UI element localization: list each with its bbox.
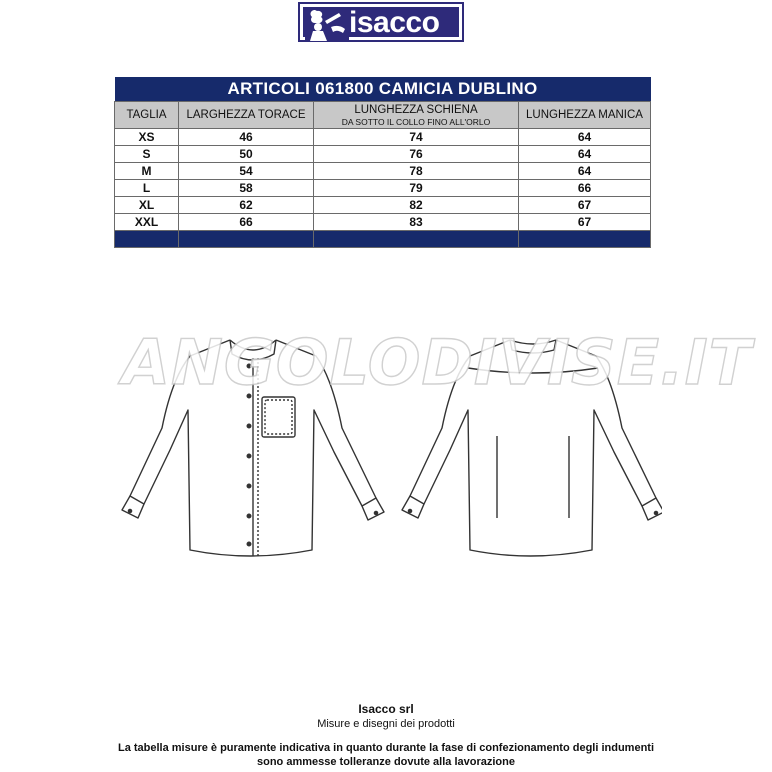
table-cell: 64 bbox=[519, 146, 651, 163]
table-cell: 78 bbox=[314, 163, 519, 180]
table-cell: 66 bbox=[519, 180, 651, 197]
table-cell: 67 bbox=[519, 214, 651, 231]
disclaimer-line-1: La tabella misure è puramente indicativa in quanto durante la fase di confezionamento degli indumenti bbox=[117, 742, 655, 754]
watermark: ANGOLODIVISE.IT bbox=[122, 326, 752, 399]
table-cell: 58 bbox=[179, 180, 314, 197]
table-cell: S bbox=[115, 146, 179, 163]
table-footer-bar bbox=[115, 231, 651, 248]
table-cell: 79 bbox=[314, 180, 519, 197]
table-cell: M bbox=[115, 163, 179, 180]
disclaimer-text bbox=[0, 741, 772, 769]
table-cell: 82 bbox=[314, 197, 519, 214]
table-row bbox=[115, 129, 651, 146]
company-name: Isacco srl bbox=[358, 702, 414, 716]
chef-mascot-icon bbox=[305, 7, 349, 41]
column-header-size: TAGLIA bbox=[115, 102, 179, 129]
table-cell: XS bbox=[115, 129, 179, 146]
column-header-sleeve-length: LUNGHEZZA MANICA bbox=[519, 102, 651, 129]
table-cell: 54 bbox=[179, 163, 314, 180]
table-cell: 46 bbox=[179, 129, 314, 146]
column-header-chest-width: LARGHEZZA TORACE bbox=[179, 102, 314, 129]
table-row bbox=[115, 214, 651, 231]
document-subtitle: Misure e disegni dei prodotti bbox=[317, 718, 455, 730]
table-cell: XL bbox=[115, 197, 179, 214]
disclaimer-line-2: sono ammesse tolleranze dovute alla lavorazione bbox=[257, 756, 515, 768]
table-cell: 50 bbox=[179, 146, 314, 163]
size-chart-table bbox=[114, 77, 651, 248]
table-cell: XXL bbox=[115, 214, 179, 231]
column-header-back-length: LUNGHEZZA SCHIENA DA SOTTO IL COLLO FINO ALL'ORLO bbox=[314, 102, 519, 129]
table-cell: 83 bbox=[314, 214, 519, 231]
table-cell: L bbox=[115, 180, 179, 197]
table-row bbox=[115, 180, 651, 197]
table-cell: 62 bbox=[179, 197, 314, 214]
table-cell: 66 bbox=[179, 214, 314, 231]
table-cell: 74 bbox=[314, 129, 519, 146]
table-header-row bbox=[115, 102, 651, 129]
table-row bbox=[115, 146, 651, 163]
table-cell: 64 bbox=[519, 163, 651, 180]
table-title: ARTICOLI 061800 CAMICIA DUBLINO bbox=[115, 77, 651, 102]
table-cell: 64 bbox=[519, 129, 651, 146]
brand-logo bbox=[298, 2, 464, 42]
column-subheader-back-length: DA SOTTO IL COLLO FINO ALL'ORLO bbox=[341, 116, 491, 127]
table-row bbox=[115, 197, 651, 214]
brand-logo-text: isacco bbox=[349, 6, 440, 39]
table-row bbox=[115, 163, 651, 180]
table-cell: 76 bbox=[314, 146, 519, 163]
table-cell: 67 bbox=[519, 197, 651, 214]
